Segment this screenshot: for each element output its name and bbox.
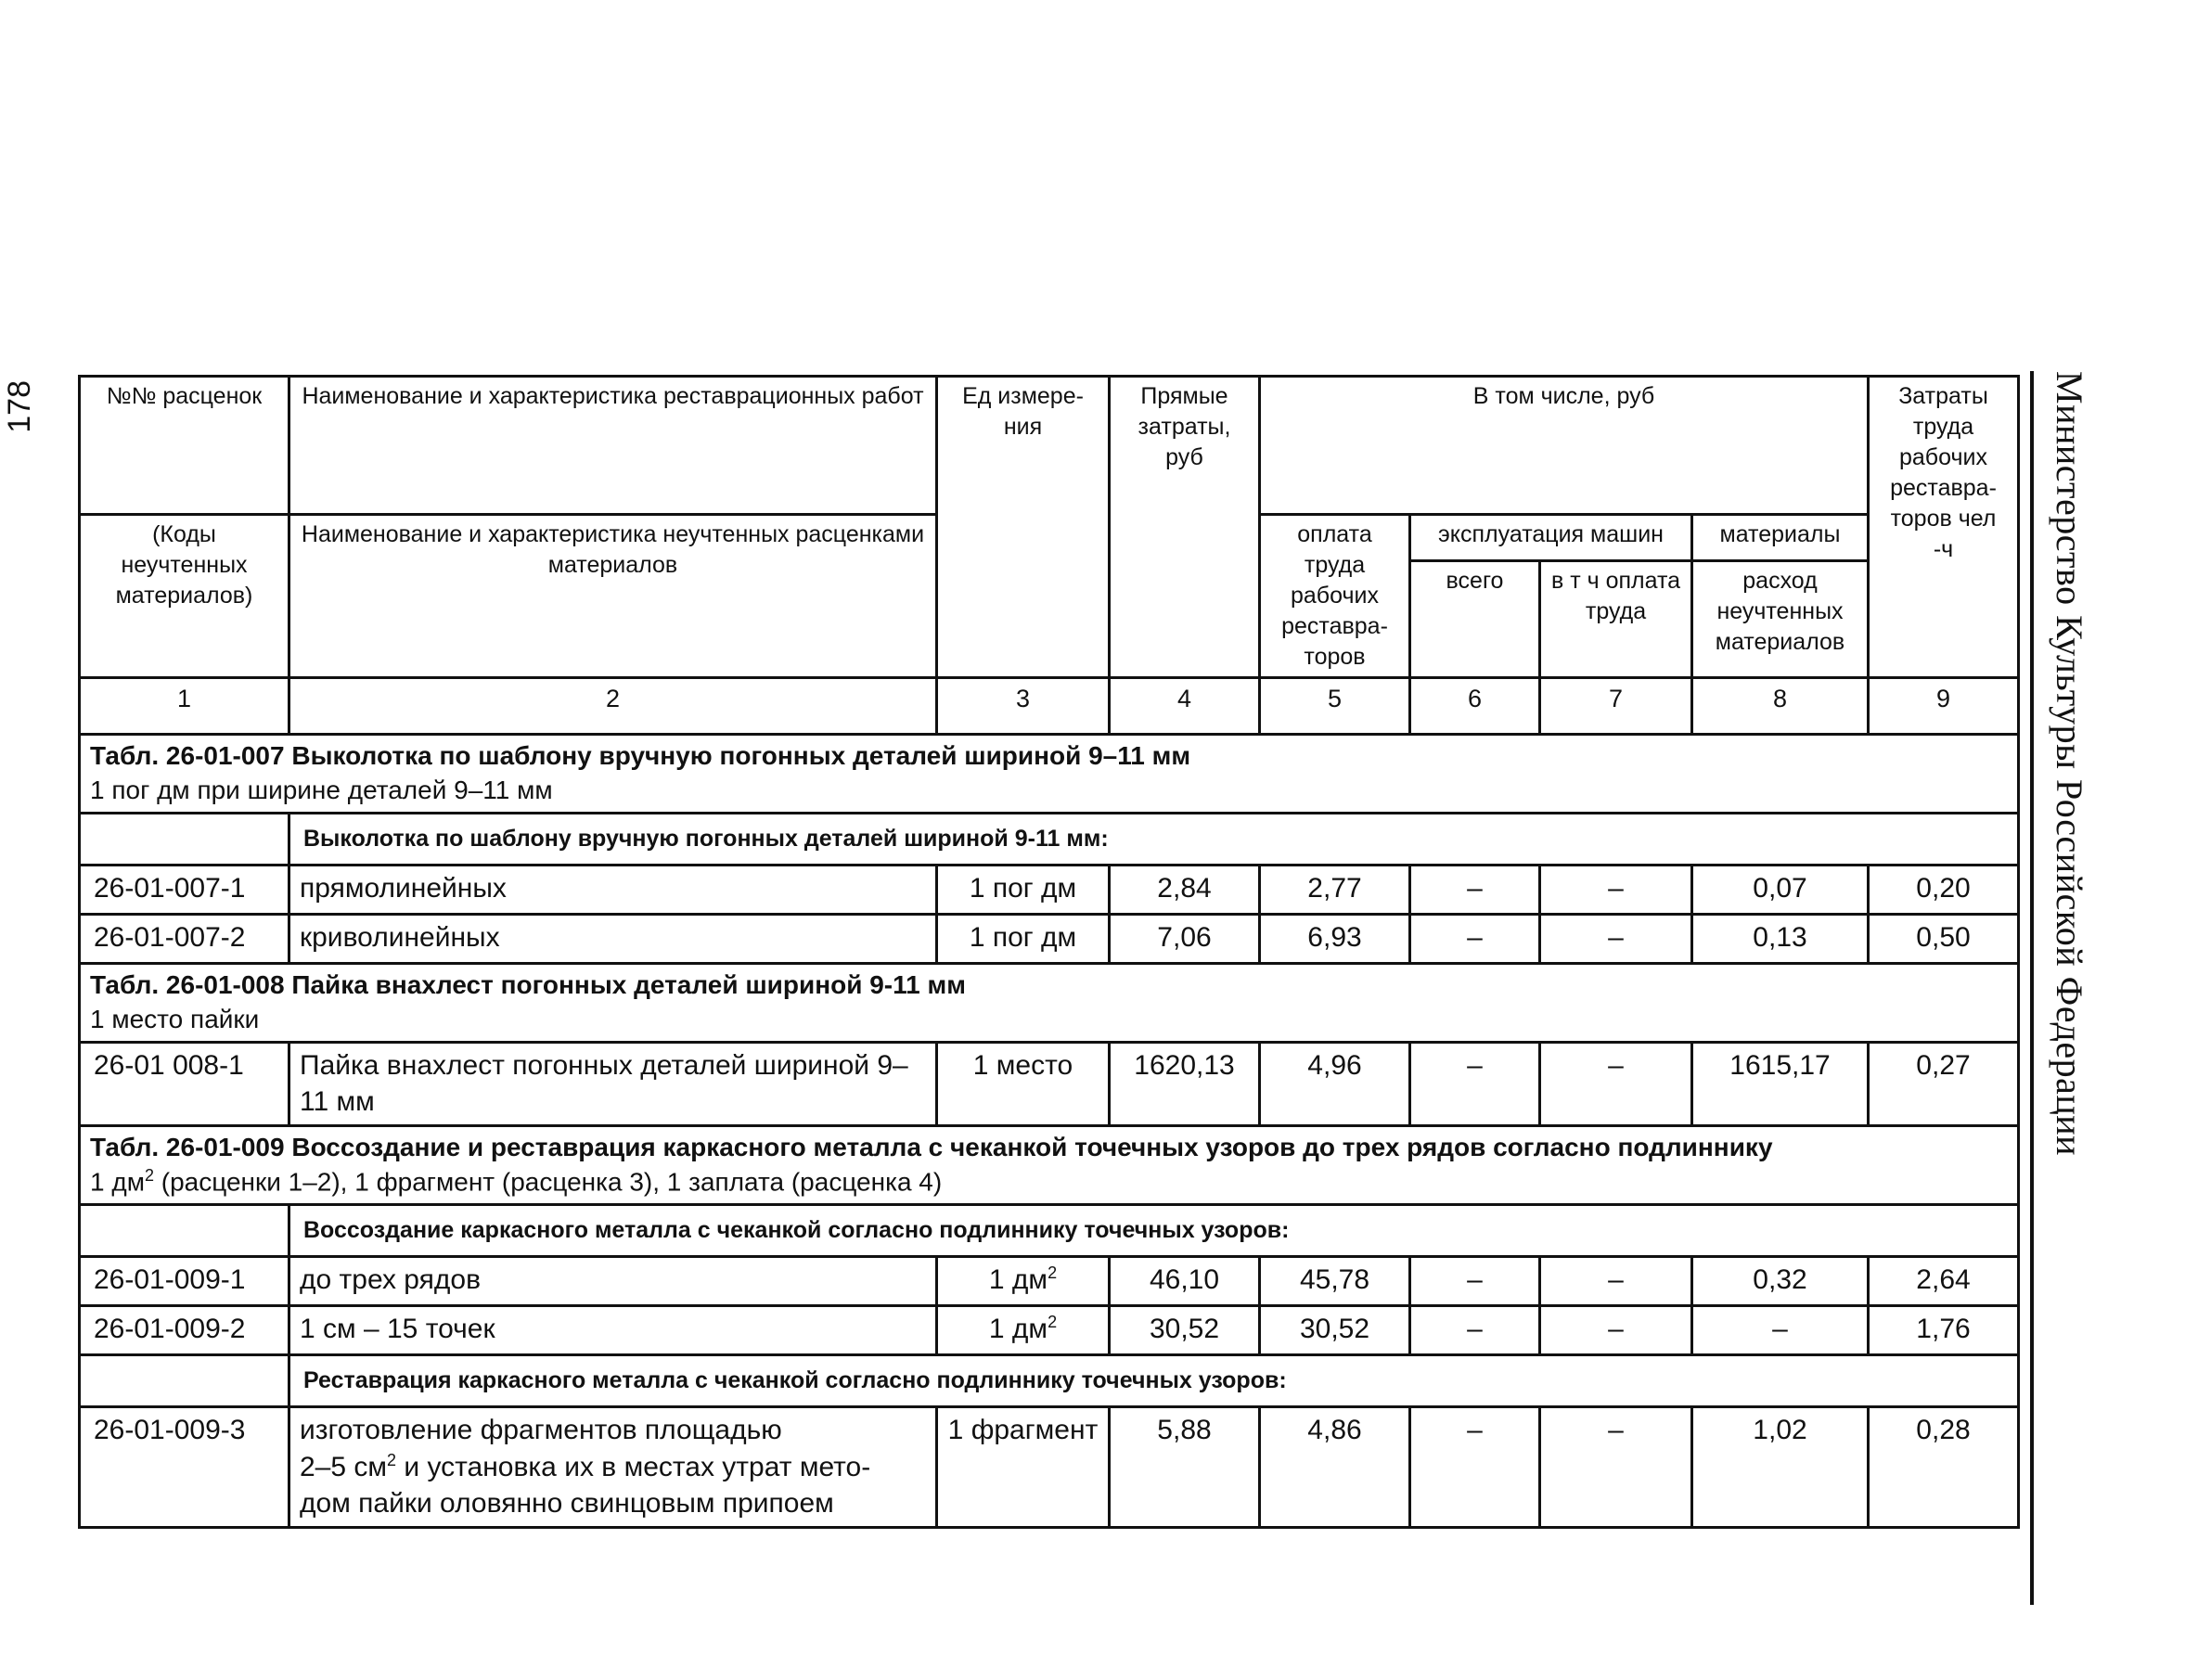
unit: 1 фрагмент xyxy=(937,1407,1110,1528)
direct-costs: 7,06 xyxy=(1110,914,1260,963)
materials: – xyxy=(1692,1306,1869,1355)
header-unit: Ед измере- ния xyxy=(937,377,1110,678)
materials: 1615,17 xyxy=(1692,1042,1869,1125)
table-row xyxy=(80,914,2019,963)
header-material-codes: (Коды неучтенных материалов) xyxy=(80,515,289,678)
machine-total: – xyxy=(1410,1257,1540,1306)
table-row xyxy=(80,1042,2019,1125)
rate-code: 26-01-009-2 xyxy=(80,1306,289,1355)
header-machine-operation: эксплуатация машин xyxy=(1410,515,1692,561)
labor-pay: 4,96 xyxy=(1260,1042,1410,1125)
work-name: прямолинейных xyxy=(289,865,937,914)
unit: 1 пог дм xyxy=(937,865,1110,914)
header-machine-labor: в т ч оплата труда xyxy=(1540,561,1692,678)
section-header xyxy=(80,963,2019,1042)
header-restorer-pay: оплата труда рабочих реставра- торов xyxy=(1260,515,1410,678)
column-number: 4 xyxy=(1110,678,1260,735)
column-number: 5 xyxy=(1260,678,1410,735)
work-name: изготовление фрагментов площадью 2–5 $см^2$ и установка их в местах утрат мето- дом пайки оловянно свинцовым припоем xyxy=(289,1407,937,1528)
direct-costs: 30,52 xyxy=(1110,1306,1260,1355)
machine-total: – xyxy=(1410,1306,1540,1355)
header-labor-hours: Затраты труда рабочих реставра- торов чел -ч xyxy=(1869,377,2019,678)
group-row xyxy=(80,1205,2019,1257)
materials: 0,13 xyxy=(1692,914,1869,963)
rate-code: 26-01-009-1 xyxy=(80,1257,289,1306)
group-label: Выколотка по шаблону вручную погонных деталей шириной 9-11 мм: xyxy=(289,813,2019,865)
machine-total: – xyxy=(1410,1407,1540,1528)
header-unaccounted-materials: расход неучтенных материалов xyxy=(1692,561,1869,678)
direct-costs: 2,84 xyxy=(1110,865,1260,914)
section-header xyxy=(80,1126,2019,1205)
labor-hours: 0,20 xyxy=(1869,865,2019,914)
section-subtitle: 1 пог дм при ширине деталей 9–11 мм xyxy=(90,775,553,804)
section-title: Табл. 26-01-008 Пайка внахлест погонных деталей шириной 9-11 мм xyxy=(90,969,966,999)
column-number: 9 xyxy=(1869,678,2019,735)
machine-labor: – xyxy=(1540,1306,1692,1355)
materials: 1,02 xyxy=(1692,1407,1869,1528)
materials: 0,07 xyxy=(1692,865,1869,914)
rate-code: 26-01-009-3 xyxy=(80,1407,289,1528)
header-machine-total: всего xyxy=(1410,561,1540,678)
column-number: 2 xyxy=(289,678,937,735)
labor-hours: 1,76 xyxy=(1869,1306,2019,1355)
column-numbers-row xyxy=(80,678,2019,735)
work-name: криволинейных xyxy=(289,914,937,963)
header-including: В том числе, руб xyxy=(1260,377,1869,515)
running-title: Министерство Культуры Российской Федерации xyxy=(2049,371,2090,1157)
rates-table xyxy=(78,375,2020,1529)
header-rate-numbers: №№ расценок xyxy=(80,377,289,515)
section-title: Табл. 26-01-007 Выколотка по шаблону вручную погонных деталей шириной 9–11 мм xyxy=(90,741,1191,770)
direct-costs: 46,10 xyxy=(1110,1257,1260,1306)
column-number: 3 xyxy=(937,678,1110,735)
header-row-1 xyxy=(80,377,2019,515)
group-label: Реставрация каркасного металла с чеканкой согласно подлиннику точечных узоров: xyxy=(289,1355,2019,1407)
group-label: Воссоздание каркасного металла с чеканкой согласно подлиннику точечных узоров: xyxy=(289,1205,2019,1257)
direct-costs: 1620,13 xyxy=(1110,1042,1260,1125)
table-row xyxy=(80,1407,2019,1528)
machine-labor: – xyxy=(1540,1042,1692,1125)
header-direct-costs: Прямые затраты, руб xyxy=(1110,377,1260,678)
unit: 1 место xyxy=(937,1042,1110,1125)
work-name: 1 см – 15 точек xyxy=(289,1306,937,1355)
table-row xyxy=(80,1257,2019,1306)
labor-hours: 0,27 xyxy=(1869,1042,2019,1125)
header-material-name: Наименование и характеристика неучтенных расценками материалов xyxy=(289,515,937,678)
header-work-name: Наименование и характеристика реставрационных работ xyxy=(289,377,937,515)
machine-total: – xyxy=(1410,1042,1540,1125)
column-number: 8 xyxy=(1692,678,1869,735)
section-header xyxy=(80,735,2019,814)
machine-labor: – xyxy=(1540,1257,1692,1306)
column-number: 6 xyxy=(1410,678,1540,735)
section-title: Табл. 26-01-009 Воссоздание и реставрация каркасного металла с чеканкой точечных узоров до трех рядов согласно подлиннику xyxy=(90,1133,1773,1161)
labor-hours: 0,28 xyxy=(1869,1407,2019,1528)
unit: 1 $дм^2$ xyxy=(937,1306,1110,1355)
labor-hours: 0,50 xyxy=(1869,914,2019,963)
machine-labor: – xyxy=(1540,914,1692,963)
labor-hours: 2,64 xyxy=(1869,1257,2019,1306)
section-subtitle: 1 место пайки xyxy=(90,1004,260,1033)
group-row xyxy=(80,1355,2019,1407)
table-row xyxy=(80,1306,2019,1355)
machine-total: – xyxy=(1410,914,1540,963)
work-name: до трех рядов xyxy=(289,1257,937,1306)
table-row xyxy=(80,865,2019,914)
page-number: 178 xyxy=(2,380,37,433)
unit: 1 пог дм xyxy=(937,914,1110,963)
machine-labor: – xyxy=(1540,1407,1692,1528)
section-subtitle: 1 $дм^2$ (расценки 1–2), 1 фрагмент (расценка 3), 1 заплата (расценка 4) xyxy=(90,1165,943,1197)
materials: 0,32 xyxy=(1692,1257,1869,1306)
labor-pay: 30,52 xyxy=(1260,1306,1410,1355)
labor-pay: 4,86 xyxy=(1260,1407,1410,1528)
rate-code: 26-01-007-2 xyxy=(80,914,289,963)
rate-code: 26-01-007-1 xyxy=(80,865,289,914)
labor-pay: 45,78 xyxy=(1260,1257,1410,1306)
machine-total: – xyxy=(1410,865,1540,914)
header-materials: материалы xyxy=(1692,515,1869,561)
group-row xyxy=(80,813,2019,865)
unit: 1 $дм^2$ xyxy=(937,1257,1110,1306)
rate-code: 26-01 008-1 xyxy=(80,1042,289,1125)
machine-labor: – xyxy=(1540,865,1692,914)
column-number: 1 xyxy=(80,678,289,735)
labor-pay: 2,77 xyxy=(1260,865,1410,914)
direct-costs: 5,88 xyxy=(1110,1407,1260,1528)
labor-pay: 6,93 xyxy=(1260,914,1410,963)
column-number: 7 xyxy=(1540,678,1692,735)
work-name: Пайка внахлест погонных деталей шириной 9–11 мм xyxy=(289,1042,937,1125)
side-rule xyxy=(2030,371,2034,1605)
